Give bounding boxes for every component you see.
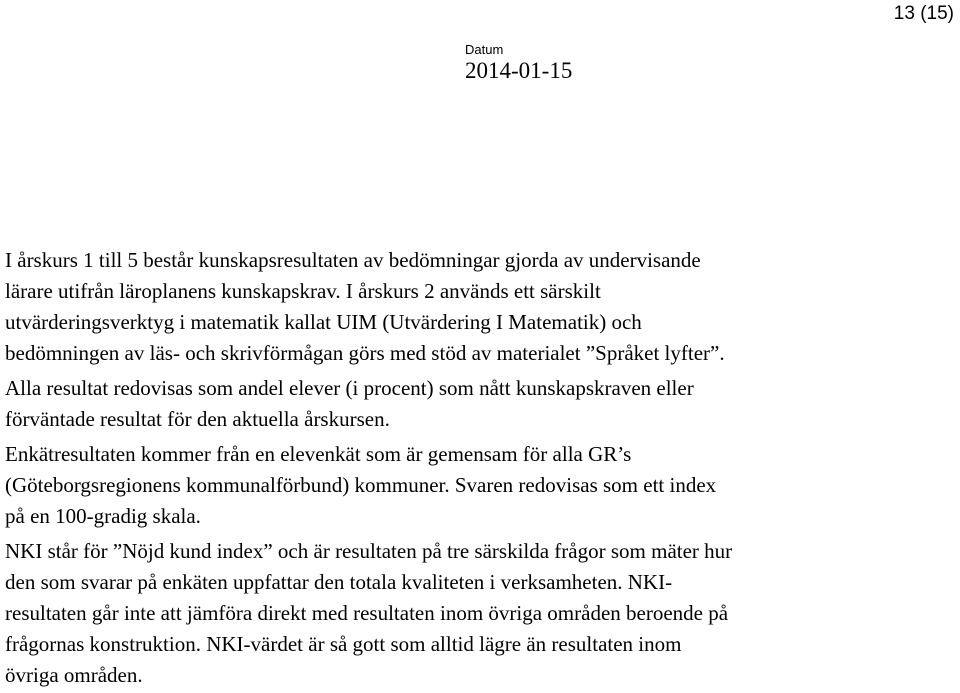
date-label: Datum: [465, 42, 504, 57]
text-line: resultaten går inte att jämföra direkt med resultaten inom övriga områden beroende på: [5, 601, 729, 625]
text-line: (Göteborgsregionens kommunalförbund) kommuner. Svaren redovisas som ett index: [5, 473, 717, 497]
paragraph-nki: [5, 536, 895, 691]
text-line: Alla resultat redovisas som andel elever (i procent) som nått kunskapskraven eller: [5, 376, 694, 400]
text-line: I årskurs 1 till 5 består kunskapsresultaten av bedömningar gjorda av undervisande: [5, 248, 701, 272]
date-value: 2014-01-15: [465, 58, 573, 83]
text-line: Enkätresultaten kommer från en elevenkät som är gemensam för alla GR’s: [5, 442, 632, 466]
text-line: frågornas konstruktion. NKI-värdet är så gott som alltid lägre än resultaten inom: [5, 632, 682, 656]
text-line: på en 100-gradig skala.: [5, 504, 201, 528]
text-line: bedömningen av läs- och skrivförmågan görs med stöd av materialet ”Språket lyfter”.: [5, 341, 725, 365]
text-line: den som svarar på enkäten uppfattar den totala kvaliteten i verksamheten. NKI-: [5, 570, 673, 594]
text-line: förväntade resultat för den aktuella årskursen.: [5, 407, 390, 431]
text-line: utvärderingsverktyg i matematik kallat UIM (Utvärdering I Matematik) och: [5, 310, 642, 334]
page-number: 13 (15): [893, 3, 954, 24]
paragraph-survey-results: [5, 439, 895, 532]
text-line: lärare utifrån läroplanens kunskapskrav. I årskurs 2 används ett särskilt: [5, 279, 601, 303]
paragraph-grades-1-5: [5, 245, 895, 369]
text-line: övriga områden.: [5, 663, 143, 687]
date-block: [465, 42, 572, 84]
document-body: [5, 245, 895, 691]
paragraph-results-percent: [5, 373, 895, 435]
text-line: NKI står för ”Nöjd kund index” och är resultaten på tre särskilda frågor som mäter hur: [5, 539, 733, 563]
